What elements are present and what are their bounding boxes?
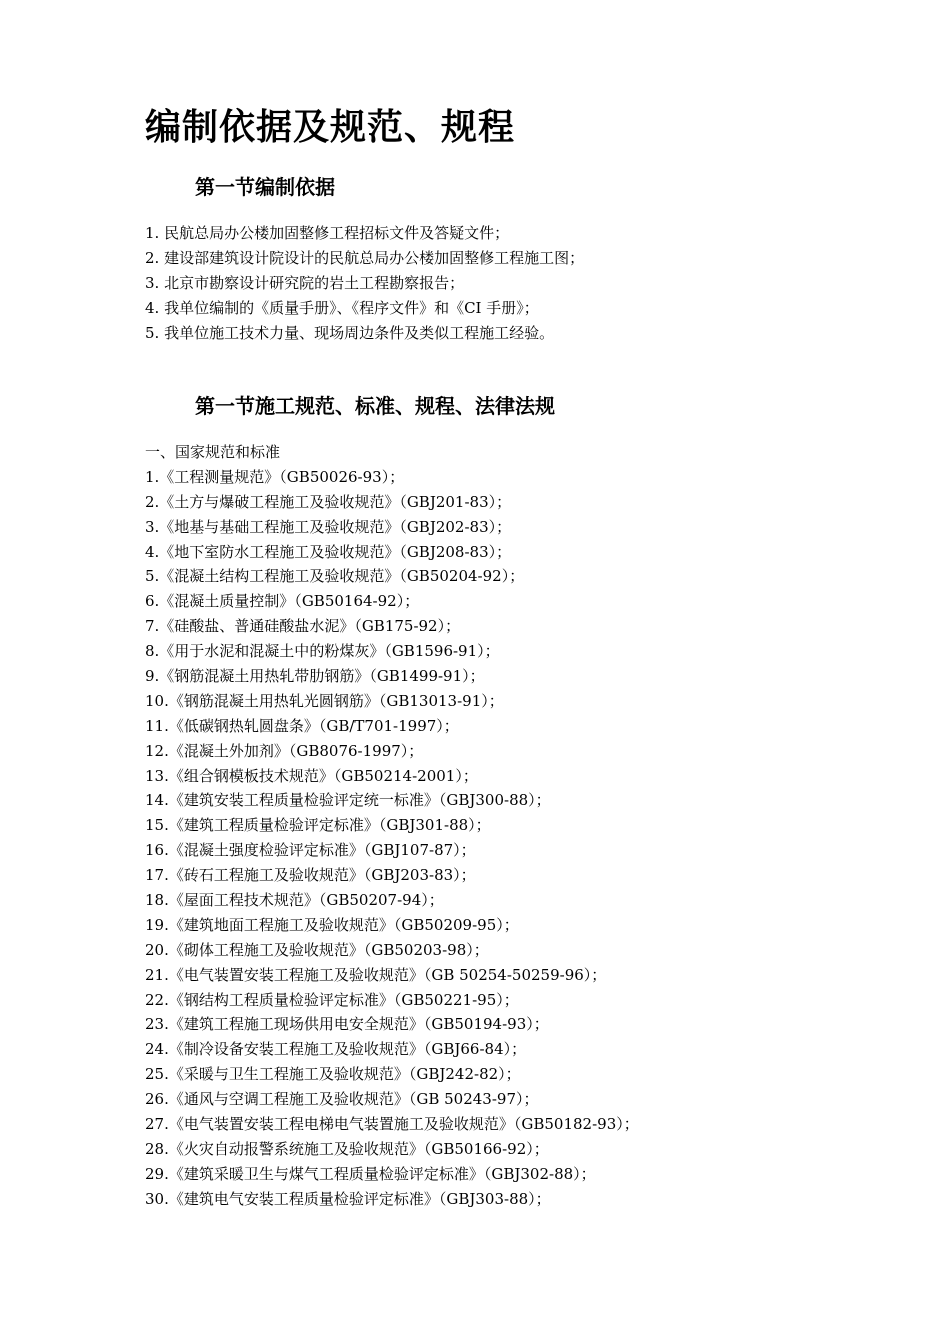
list-item: 29.《建筑采暖卫生与煤气工程质量检验评定标准》（GBJ302-88）； [145, 1164, 596, 1183]
list-item: 4. 我单位编制的《质量手册》、《程序文件》和《CI 手册》； [145, 298, 539, 317]
section-title-standards: 第一节施工规范、标准、规程、法律法规 [195, 394, 555, 418]
list-item: 1.《工程测量规范》（GB50026-93）； [145, 467, 405, 486]
list-item: 18.《屋面工程技术规范》（GB50207-94）； [145, 891, 444, 910]
list-item: 8.《用于水泥和混凝土中的粉煤灰》（GB1596-91）； [145, 642, 500, 661]
standards-list [145, 465, 639, 1212]
list-item: 2.《土方与爆破工程施工及验收规范》（GBJ201-83）； [145, 492, 512, 511]
page-title: 编制依据及规范、规程 [145, 106, 516, 148]
list-item: 10.《钢筋混凝土用热轧光圆钢筋》（GB13013-91）； [145, 691, 504, 710]
list-item: 4.《地下室防水工程施工及验收规范》（GBJ208-83）； [145, 542, 512, 561]
list-item: 12.《混凝土外加剂》（GB8076-1997）； [145, 741, 424, 760]
list-item: 17.《砖石工程施工及验收规范》（GBJ203-83）； [145, 866, 476, 885]
list-item: 11.《低碳钢热轧圆盘条》（GB/T701-1997）； [145, 716, 459, 735]
list-item: 1. 民航总局办公楼加固整修工程招标文件及答疑文件； [145, 224, 510, 242]
list-item: 2. 建设部建筑设计院设计的民航总局办公楼加固整修工程施工图； [145, 248, 585, 267]
list-item: 30.《建筑电气安装工程质量检验评定标准》（GBJ303-88）； [145, 1189, 551, 1208]
section-title-basis: 第一节编制依据 [195, 175, 335, 199]
basis-list [145, 221, 584, 345]
list-item: 15.《建筑工程质量检验评定标准》（GBJ301-88）； [145, 816, 491, 835]
list-item: 28.《火灾自动报警系统施工及验收规范》（GB50166-92）； [145, 1139, 549, 1158]
list-item: 3. 北京市勘察设计研究院的岩土工程勘察报告； [145, 273, 465, 292]
list-item: 24.《制冷设备安装工程施工及验收规范》（GBJ66-84）； [145, 1040, 527, 1059]
list-item: 5.《混凝土结构工程施工及验收规范》（GB50204-92）； [145, 567, 525, 586]
list-item: 19.《建筑地面工程施工及验收规范》（GB50209-95）； [145, 915, 519, 934]
list-item: 5. 我单位施工技术力量、现场周边条件及类似工程施工经验。 [145, 323, 555, 342]
list-item: 27.《电气装置安装工程电梯电气装置施工及验收规范》（GB50182-93）； [145, 1115, 639, 1134]
list-item: 6.《混凝土质量控制》（GB50164-92）； [145, 592, 420, 611]
sub-heading-national-standards: 一、国家规范和标准 [145, 443, 281, 461]
list-item: 14.《建筑安装工程质量检验评定统一标准》（GBJ300-88）； [145, 791, 551, 810]
list-item: 16.《混凝土强度检验评定标准》（GBJ107-87）； [145, 841, 476, 860]
list-item: 9.《钢筋混凝土用热轧带肋钢筋》（GB1499-91）； [145, 667, 485, 686]
list-item: 25.《采暖与卫生工程施工及验收规范》（GBJ242-82）； [145, 1065, 521, 1084]
list-item: 21.《电气装置安装工程施工及验收规范》（GB 50254-50259-96）； [145, 965, 607, 984]
list-item: 26.《通风与空调工程施工及验收规范》（GB 50243-97）； [145, 1090, 539, 1109]
list-item: 20.《砌体工程施工及验收规范》（GB50203-98）； [145, 940, 489, 959]
list-item: 23.《建筑工程施工现场供用电安全规范》（GB50194-93）； [145, 1015, 549, 1034]
list-item: 13.《组合钢模板技术规范》（GB50214-2001）； [145, 766, 478, 785]
list-item: 7.《硅酸盐、普通硅酸盐水泥》（GB175-92）； [145, 617, 461, 636]
list-item: 22.《钢结构工程质量检验评定标准》（GB50221-95）； [145, 990, 519, 1009]
list-item: 3.《地基与基础工程施工及验收规范》（GBJ202-83）； [145, 517, 512, 536]
